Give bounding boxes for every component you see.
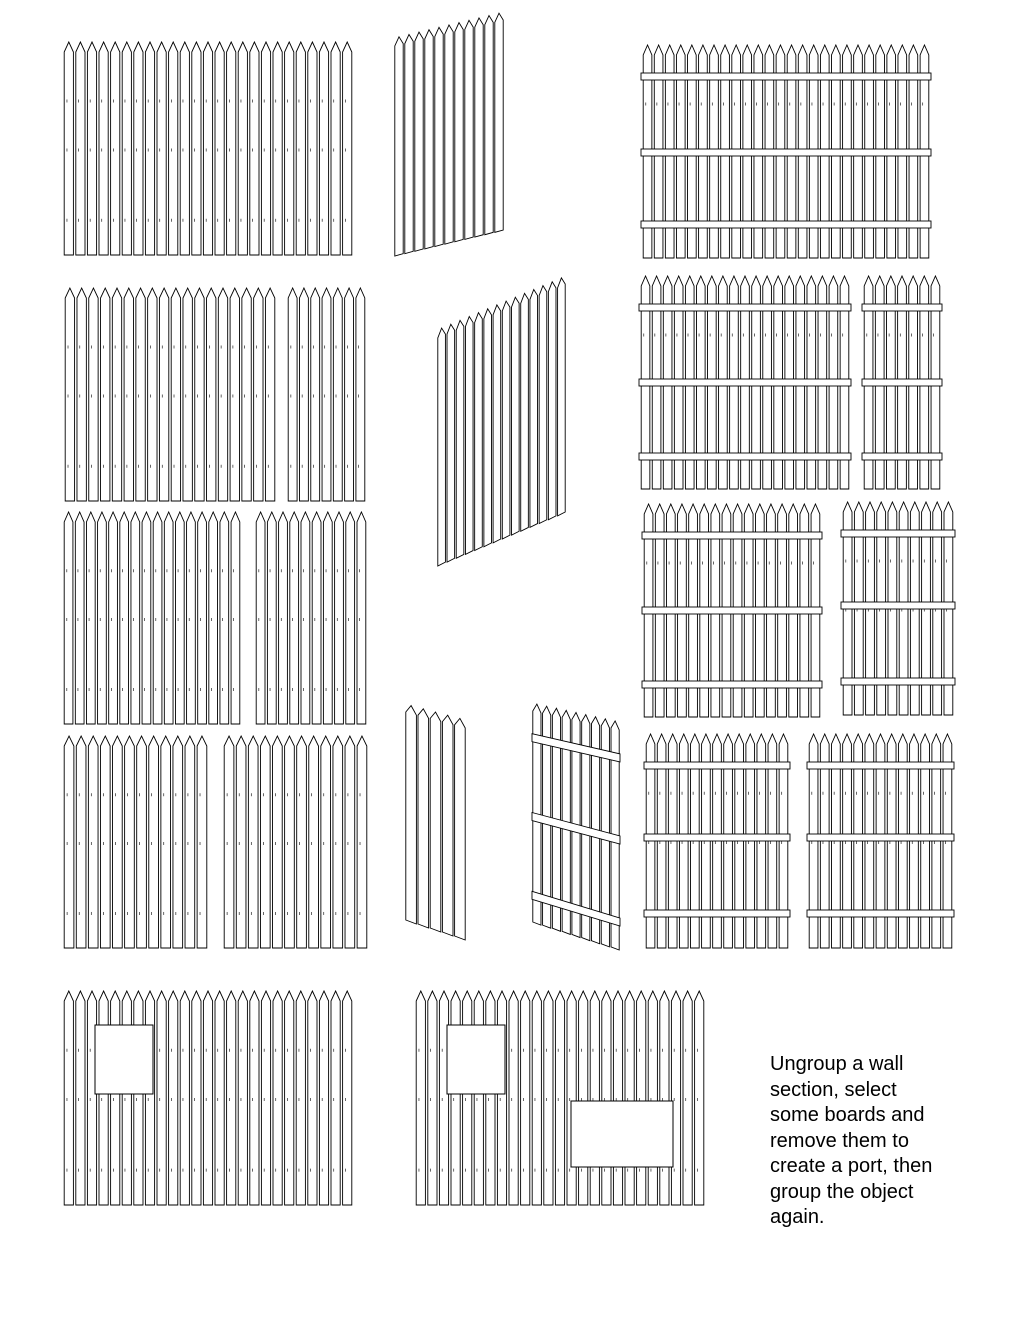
board <box>230 288 239 501</box>
board <box>89 288 98 501</box>
board <box>148 288 157 501</box>
board <box>308 991 317 1205</box>
board <box>113 736 123 948</box>
board <box>111 42 120 255</box>
board <box>335 512 344 724</box>
board <box>321 736 331 948</box>
board <box>285 736 295 948</box>
ported-wall-1 <box>64 991 352 1205</box>
ported-wall-2 <box>416 991 704 1205</box>
wall-section-4 <box>65 288 275 501</box>
board <box>224 736 234 948</box>
board <box>357 512 366 724</box>
board <box>218 288 227 501</box>
board <box>555 991 564 1205</box>
board <box>613 991 622 1205</box>
rail <box>642 607 822 614</box>
board <box>465 20 473 239</box>
board <box>309 736 319 948</box>
rail <box>807 910 954 917</box>
board <box>99 42 108 255</box>
board <box>285 991 294 1205</box>
board <box>567 991 576 1205</box>
board <box>285 42 294 255</box>
board <box>215 42 224 255</box>
board <box>290 512 299 724</box>
board <box>475 18 483 237</box>
board <box>256 512 265 724</box>
board <box>322 288 331 501</box>
board <box>76 736 86 948</box>
board <box>153 512 162 724</box>
board <box>345 736 355 948</box>
board <box>521 293 529 531</box>
board <box>64 42 73 255</box>
board <box>112 288 121 501</box>
rail <box>862 304 942 311</box>
board <box>145 991 154 1205</box>
rail <box>644 910 790 917</box>
board <box>173 736 183 948</box>
board <box>250 42 259 255</box>
board <box>227 991 236 1205</box>
wall-section-15 <box>644 734 790 948</box>
board <box>539 286 547 524</box>
board <box>157 42 166 255</box>
board <box>512 297 520 535</box>
board <box>299 288 308 501</box>
port-opening <box>571 1101 673 1167</box>
board <box>438 328 446 566</box>
board <box>65 288 74 501</box>
board <box>331 991 340 1205</box>
wall-section-7 <box>639 276 851 489</box>
board <box>207 288 216 501</box>
rail <box>841 602 955 609</box>
board <box>416 991 425 1205</box>
board <box>122 42 131 255</box>
board <box>439 991 448 1205</box>
board <box>120 512 129 724</box>
board <box>579 991 588 1205</box>
board <box>175 512 184 724</box>
board <box>296 991 305 1205</box>
board <box>648 991 657 1205</box>
board <box>248 736 258 948</box>
board <box>333 288 342 501</box>
board <box>474 991 483 1205</box>
board <box>149 736 159 948</box>
board <box>319 42 328 255</box>
board <box>308 42 317 255</box>
board <box>261 991 270 1205</box>
board <box>430 712 441 932</box>
board <box>671 991 680 1205</box>
wall-section-9 <box>64 512 240 724</box>
rail <box>639 304 851 311</box>
board <box>157 991 166 1205</box>
board <box>267 512 276 724</box>
wall-section-10 <box>256 512 366 724</box>
board <box>530 290 538 528</box>
wall-section-5 <box>288 288 365 501</box>
board <box>169 42 178 255</box>
board <box>502 301 510 539</box>
board <box>288 288 297 501</box>
board <box>451 991 460 1205</box>
rail <box>641 73 931 80</box>
board <box>425 30 433 249</box>
board <box>161 736 171 948</box>
board <box>495 13 503 232</box>
board <box>64 512 73 724</box>
board <box>87 42 96 255</box>
rail <box>642 532 822 539</box>
board <box>76 42 85 255</box>
board <box>192 42 201 255</box>
board <box>238 42 247 255</box>
gate-section-1 <box>406 706 465 940</box>
board <box>242 288 251 501</box>
rail <box>641 149 931 156</box>
board <box>532 991 541 1205</box>
rail <box>644 834 790 841</box>
board <box>215 991 224 1205</box>
board <box>98 512 107 724</box>
board <box>493 305 501 543</box>
board <box>428 991 437 1205</box>
board <box>357 736 367 948</box>
board <box>122 991 131 1205</box>
board <box>134 42 143 255</box>
board <box>195 288 204 501</box>
wall-section-2 <box>395 13 503 256</box>
rail <box>807 834 954 841</box>
board <box>273 991 282 1205</box>
board <box>88 736 98 948</box>
rail <box>807 762 954 769</box>
board <box>124 288 133 501</box>
instructions-text: Ungroup a wall section, select some boards and remove them to create a port, then group the object again. <box>770 1053 933 1228</box>
board <box>101 288 110 501</box>
rail <box>639 379 851 386</box>
board <box>231 512 240 724</box>
rail <box>641 221 931 228</box>
board <box>590 991 599 1205</box>
board <box>260 736 270 948</box>
board <box>475 313 483 551</box>
board <box>544 991 553 1205</box>
wall-section-13 <box>64 736 207 948</box>
wall-section-3 <box>641 45 931 258</box>
rail <box>841 530 955 537</box>
board <box>171 288 180 501</box>
board <box>185 736 195 948</box>
board <box>265 288 274 501</box>
board <box>695 991 704 1205</box>
board <box>395 37 403 256</box>
board <box>134 991 143 1205</box>
board <box>558 278 566 516</box>
board <box>356 288 365 501</box>
board <box>197 736 207 948</box>
board <box>180 42 189 255</box>
board <box>183 288 192 501</box>
board <box>220 512 229 724</box>
board <box>145 42 154 255</box>
board <box>484 309 492 547</box>
board <box>273 736 283 948</box>
board <box>187 512 196 724</box>
board <box>418 709 429 928</box>
board <box>87 991 96 1205</box>
board <box>497 991 506 1205</box>
board <box>301 512 310 724</box>
gate-section-2 <box>532 704 620 950</box>
wall-section-8 <box>862 276 942 489</box>
rail <box>862 453 942 460</box>
rail <box>841 678 955 685</box>
board <box>486 991 495 1205</box>
board <box>203 991 212 1205</box>
board <box>297 736 307 948</box>
rail <box>642 681 822 688</box>
board <box>180 991 189 1205</box>
board <box>131 512 140 724</box>
board <box>125 736 135 948</box>
board <box>435 27 443 246</box>
board <box>625 991 634 1205</box>
board <box>137 736 147 948</box>
wall-section-1 <box>64 42 352 255</box>
board <box>75 512 84 724</box>
board <box>109 512 118 724</box>
board <box>312 512 321 724</box>
board <box>169 991 178 1205</box>
wall-section-6 <box>438 278 565 566</box>
board <box>447 324 455 562</box>
board <box>296 42 305 255</box>
board <box>455 23 463 242</box>
board <box>521 991 530 1205</box>
board <box>456 320 464 558</box>
board <box>346 512 355 724</box>
board <box>273 42 282 255</box>
board <box>683 991 692 1205</box>
board <box>111 991 120 1205</box>
board <box>331 42 340 255</box>
board <box>86 512 95 724</box>
port-opening <box>447 1025 505 1094</box>
board <box>660 991 669 1205</box>
board <box>64 736 74 948</box>
board <box>100 736 110 948</box>
board <box>465 317 473 555</box>
board <box>238 991 247 1205</box>
board <box>164 512 173 724</box>
board <box>333 736 343 948</box>
rail <box>862 379 942 386</box>
wall-section-16 <box>807 734 954 948</box>
board <box>64 991 73 1205</box>
board <box>509 991 518 1205</box>
board <box>485 16 493 235</box>
board <box>279 512 288 724</box>
board <box>99 991 108 1205</box>
board <box>227 42 236 255</box>
board <box>250 991 259 1205</box>
wall-section-11 <box>642 504 822 717</box>
board <box>343 991 352 1205</box>
board <box>637 991 646 1205</box>
rail <box>644 762 790 769</box>
board <box>445 25 453 244</box>
board <box>203 42 212 255</box>
board <box>136 288 145 501</box>
board <box>602 991 611 1205</box>
board <box>236 736 246 948</box>
board <box>548 282 556 520</box>
board <box>254 288 263 501</box>
rail <box>639 453 851 460</box>
board <box>405 34 413 253</box>
port-opening <box>95 1025 153 1094</box>
board <box>323 512 332 724</box>
wall-section-14 <box>224 736 367 948</box>
board <box>415 32 423 251</box>
board <box>198 512 207 724</box>
board <box>192 991 201 1205</box>
board <box>345 288 354 501</box>
wall-section-12 <box>841 502 955 715</box>
board <box>209 512 218 724</box>
board <box>311 288 320 501</box>
board <box>142 512 151 724</box>
board <box>455 718 466 940</box>
board <box>463 991 472 1205</box>
board <box>343 42 352 255</box>
board <box>159 288 168 501</box>
board <box>76 991 85 1205</box>
board <box>77 288 86 501</box>
board <box>319 991 328 1205</box>
board <box>406 706 417 924</box>
board <box>261 42 270 255</box>
board <box>442 715 453 936</box>
